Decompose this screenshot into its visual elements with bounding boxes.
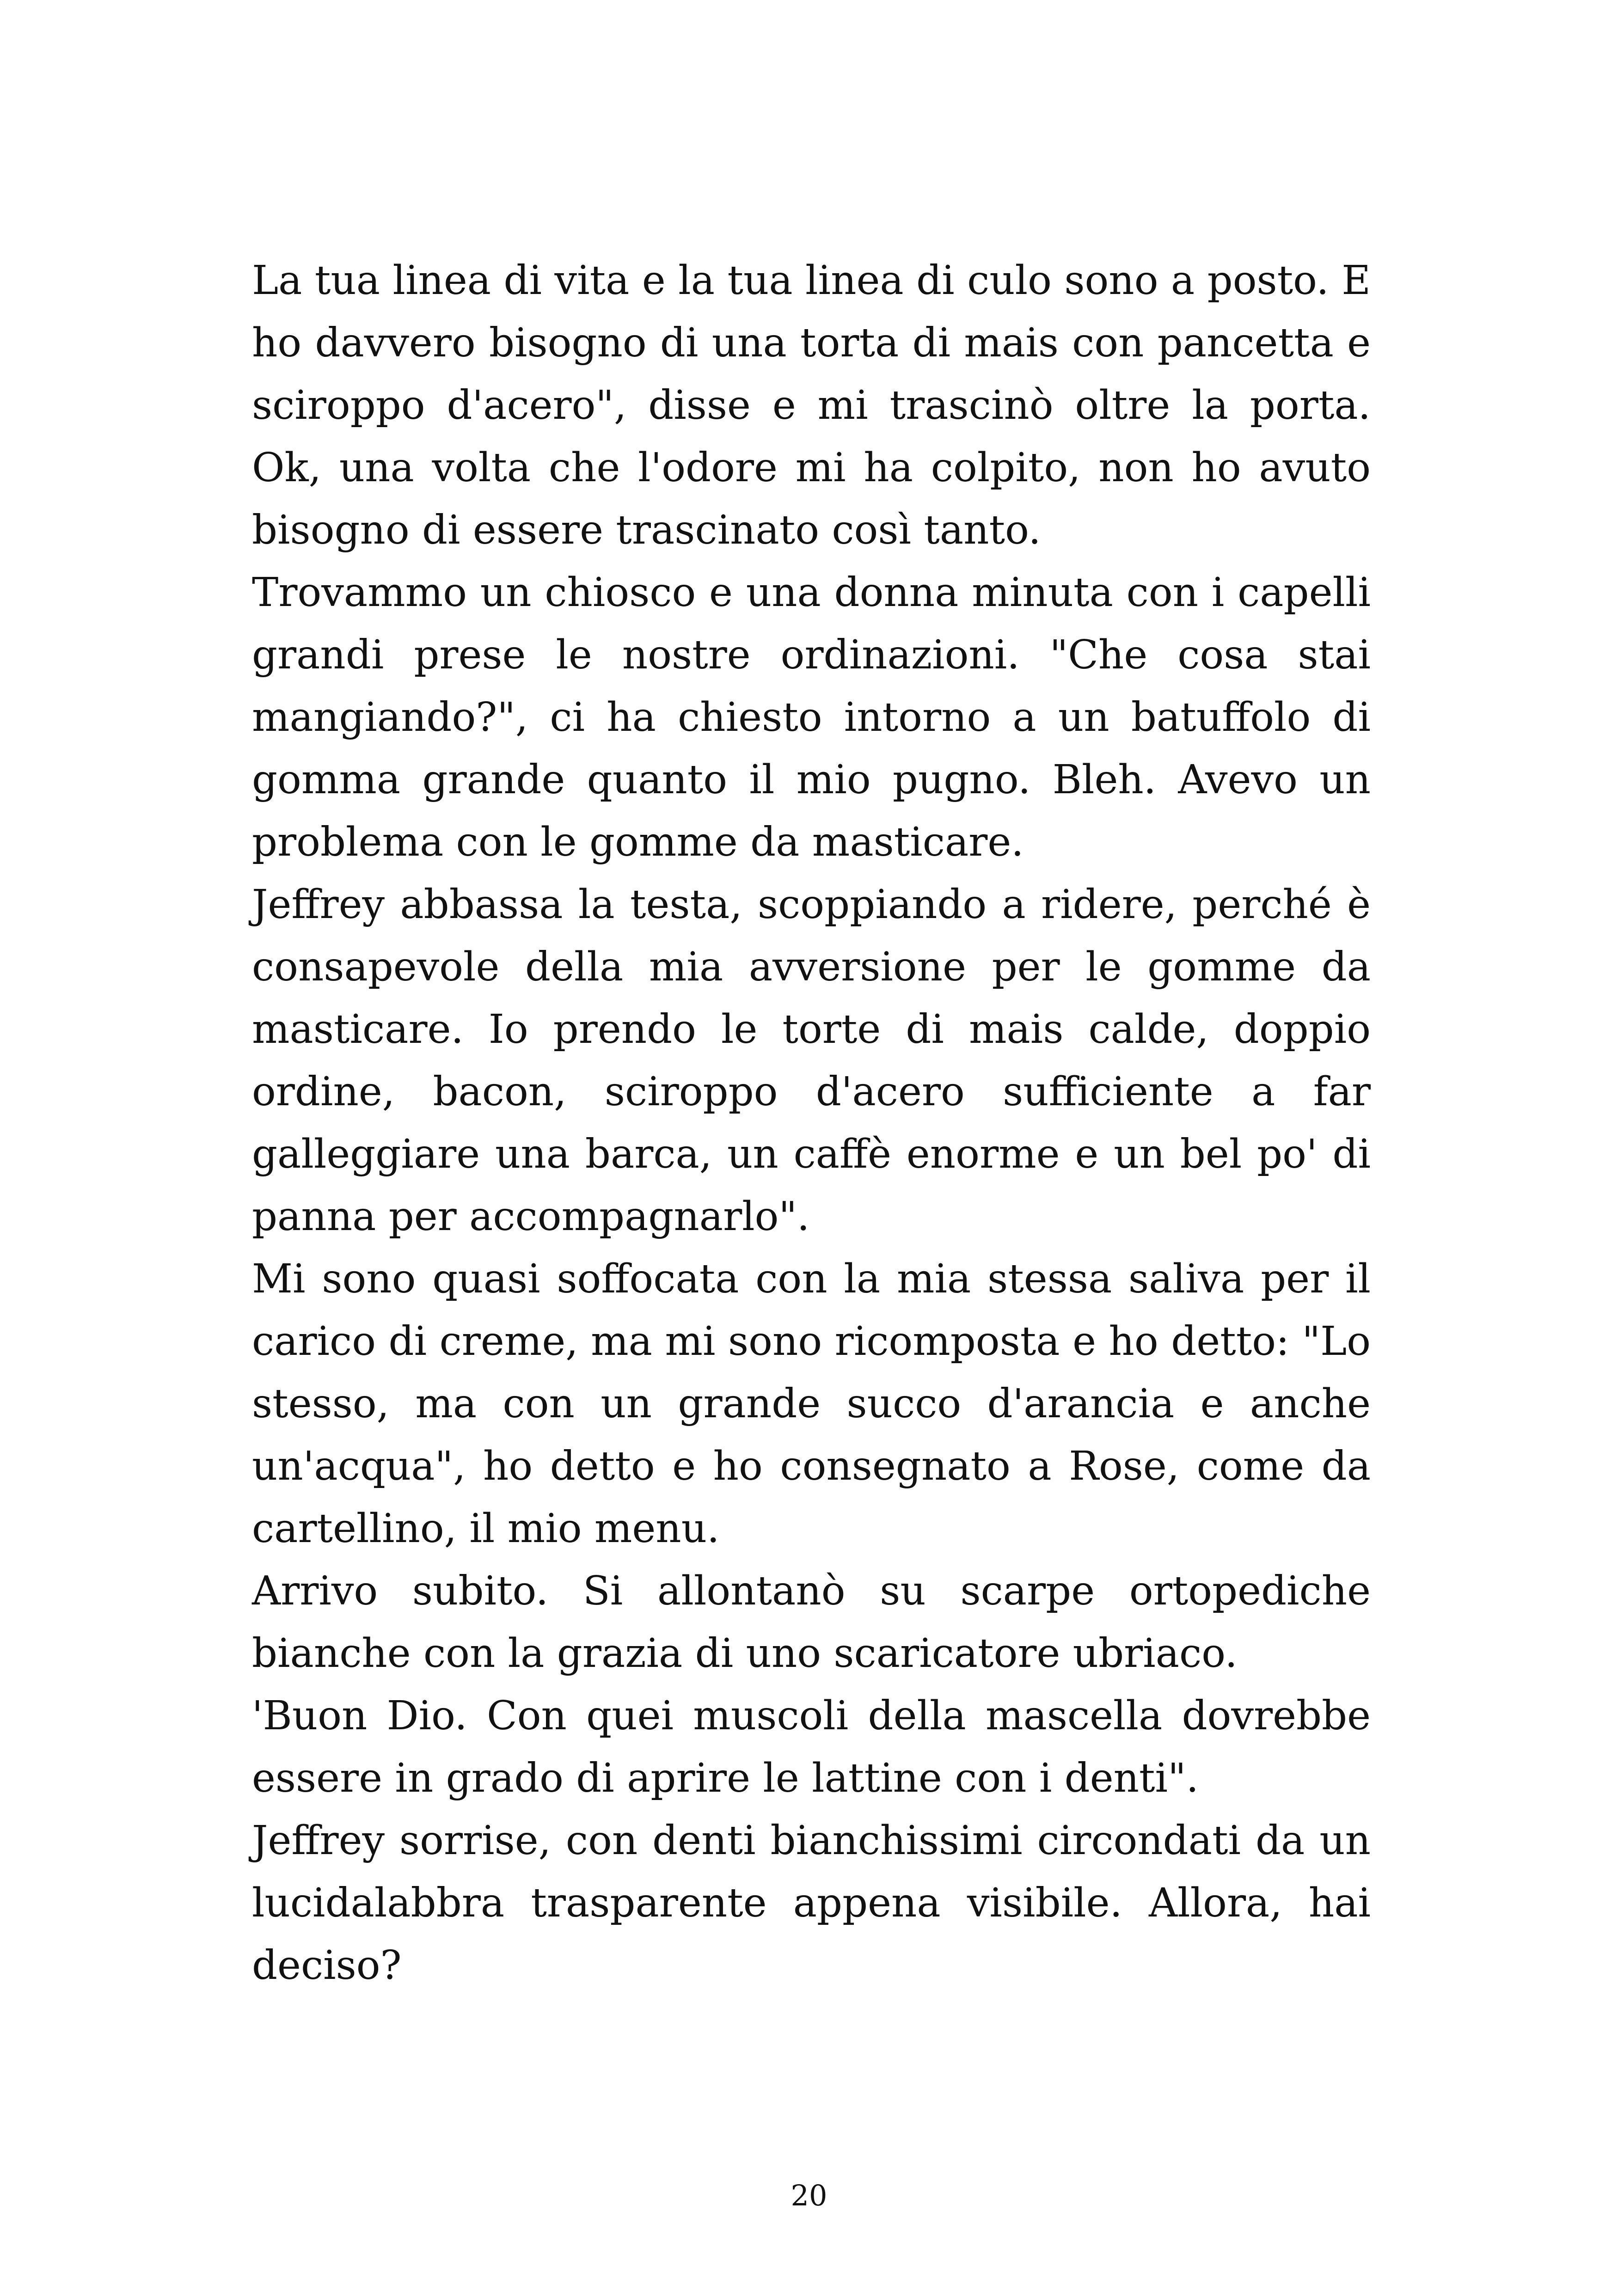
paragraph: Jeffrey abbassa la testa, scoppiando a ridere, perché è consapevole della mia avversione per le gomme da masticare. Io prendo le torte di mais calde, doppio ordine, bacon, sciroppo d'acero sufficiente a far galleggiare una barca, un caffè enorme e un bel po' di panna per accompagnarlo".	[252, 882, 1371, 1240]
paragraph: La tua linea di vita e la tua linea di culo sono a posto. E ho davvero bisogno di una torta di mais con pancetta e sciroppo d'acero", disse e mi trascinò oltre la porta. Ok, una volta che l'odore mi ha colpito, non ho avuto bisogno di essere trascinato così tanto.	[252, 257, 1371, 553]
body-text	[252, 250, 1371, 1997]
page-number: 20	[791, 2179, 827, 2212]
paragraph: 'Buon Dio. Con quei muscoli della mascella dovrebbe essere in grado di aprire le lattine con i denti".	[252, 1693, 1371, 1801]
paragraph: Jeffrey sorrise, con denti bianchissimi circondati da un lucidalabbra trasparente appena visibile. Allora, hai deciso?	[252, 1818, 1371, 1989]
paragraph: Mi sono quasi soffocata con la mia stessa saliva per il carico di creme, ma mi sono ricomposta e ho detto: "Lo stesso, ma con un grande succo d'arancia e anche un'acqua", ho detto e ho consegnato a Rose, come da cartellino, il mio menu.	[252, 1256, 1371, 1552]
paragraph: Trovammo un chiosco e una donna minuta con i capelli grandi prese le nostre ordinazioni. "Che cosa stai mangiando?", ci ha chiesto intorno a un batuffolo di gomma grande quanto il mio pugno. Bleh. Avevo un problema con le gomme da masticare.	[252, 569, 1371, 865]
paragraph: Arrivo subito. Si allontanò su scarpe ortopediche bianche con la grazia di uno scaricatore ubriaco.	[252, 1568, 1371, 1677]
